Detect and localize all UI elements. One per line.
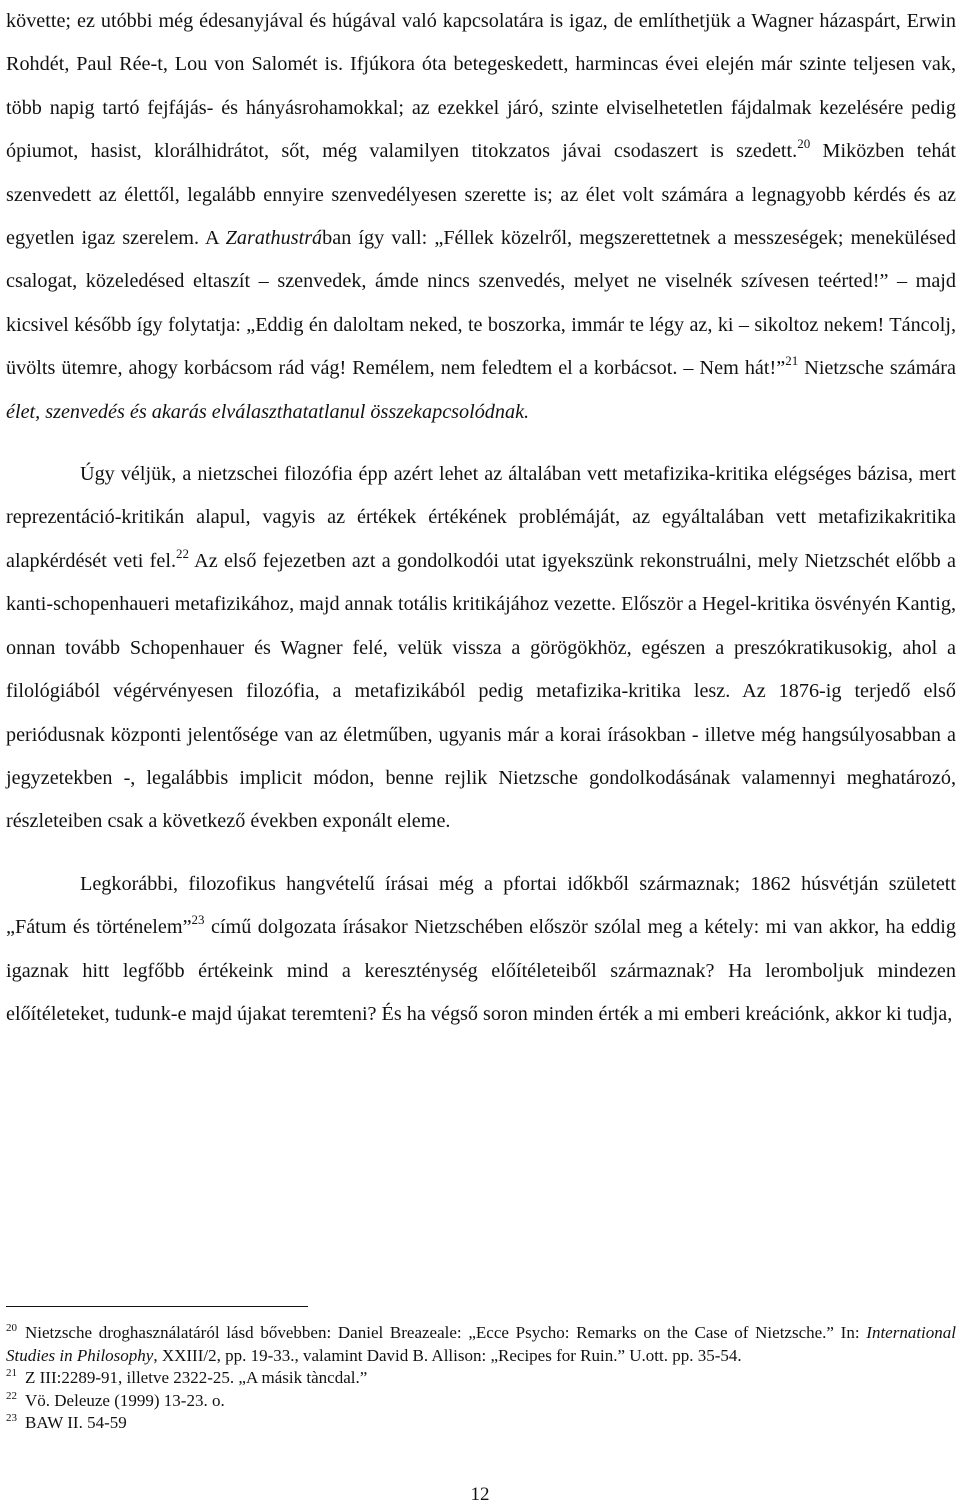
text-run: követte; ez utóbbi még édesanyjával és húgával való kapcsolatára is igaz, de említhetjük a Wagner házaspárt, Erwin Rohdét, Paul Rée-t, Lou von Salomét is. Ifjúkora óta betegeskedett, harmincas évei elején már szinte teljesen vak, több napig tartó fejfájás- és hányásrohamokkal; az ezekkel járó, szinte elviselhetetlen fájdalmak kezelésére pedig ópiumot, hasist, klorálhidrátot, sőt, még valamilyen titokzatos jávai csodaszert is szedett. [6,10,956,163]
text-run: Miközben tehát szenvedett az élettől, legalább ennyire szenvedélyesen szerette is; az élet volt számára a legnagyobb kérdés és az egyetlen igaz szerelem. A [6,140,956,250]
paragraph [6,0,956,434]
footnote-number: 23 [6,1412,17,1424]
paragraph [6,453,956,844]
footnote [6,1367,956,1390]
text-run: ban így vall: „Féllek közelről, megszerettetnek a messzeségek; menekülésed csalogat, közeledésed eltaszít – szenvedek, ámde nincs szenvedés, melyet ne viselnék szívesen teérted!” – majd kicsivel később így folytatja: „Eddig én daloltam neked, te boszorka, immár te légy az, ki – sikoltoz nekem! Táncolj, üvölts ütemre, ahogy korbácsom rád vág! Remélem, nem feledtem el a korbácsot. – Nem hát!” [6,227,956,380]
text-run: Az első fejezetben azt a gondolkodói utat igyekszünk rekonstruálni, mely Nietzschét előbb a kanti-schopenhaueri metafizikához, majd annak totális kritikájához vezette. Először a Hegel-kritika ösvényén Kantig, onnan tovább Schopenhauer és Wagner felé, velük vissza a görögökhöz, egészen a preszókratikusokig, ahol a filológiából végérvényesen filozófia, a metafizikából pedig metafizika-kritika lesz. Az 1876-ig terjedő első periódusnak központi jelentősége van az életműben, ugyanis már a korai írásokban - illetve még hangsúlyosabban a jegyzetekben -, legalábbis implicit módon, benne rejlik Nietzsche gondolkodásának valamennyi meghatározó, részleteiben csak a következő években exponált eleme. [6,549,956,833]
italic-text: élet, szenvedés és akarás elválaszthatatlanul összekapcsolódnak. [6,400,530,423]
footnote-reference: 23 [191,912,205,928]
text-run: Vö. Deleuze (1999) 13-23. o. [25,1390,225,1410]
footnote [6,1322,956,1367]
footnote-separator [6,1306,308,1307]
text-run: Legkorábbi, filozofikus hangvételű írásai még a pfortai időkből származnak; 1862 húsvétján született „Fátum és történelem” [6,872,956,939]
text-run: Nietzsche droghasználatáról lásd bővebben: Daniel Breazeale: „Ecce Psycho: Remarks on the Case of Nietzsche.” In: [25,1323,867,1342]
footnotes [6,1322,956,1435]
footnote-reference: 22 [176,545,190,561]
footnote-number: 20 [6,1322,17,1334]
body-text [6,0,956,1036]
paragraph [6,863,956,1037]
italic-text: Zarathustrá [225,227,323,250]
footnote-number: 21 [6,1367,17,1379]
text-run: Úgy véljük, a nietzschei filozófia épp azért lehet az általában vett metafizika-kritika elégséges bázisa, mert reprezentáció-kritikán alapul, vagyis az értékek értékének problémáját, az egyáltalában vett metafizikakritika alapkérdését veti fel. [6,463,956,572]
text-run: Nietzsche számára [798,357,956,380]
text-run: Z III:2289-91, illetve 2322-25. „A másik tàncdal.” [25,1368,368,1387]
footnote [6,1390,956,1413]
text-run: , XXIII/2, pp. 19-33., valamint David B. Allison: „Recipes for Ruin.” U.ott. pp. 35-54. [153,1345,742,1365]
footnote-reference: 21 [785,353,799,369]
italic-text: International Studies in Philosophy [6,1323,956,1365]
footnote-number: 22 [6,1389,17,1402]
text-run: BAW II. 54-59 [25,1413,127,1432]
text-run: című dolgozata írásakor Nietzschében először szólal meg a kétely: mi van akkor, ha eddig igaznak hitt legfőbb értékeink mind a kereszténység előítéleteiből származnak? Ha leromboljuk mindezen előítéleteket, tudunk-e majd újakat teremteni? És ha végső soron minden érték a mi emberi kreációnk, akkor ki tudja, [6,916,956,1025]
footnote [6,1412,956,1435]
page-number: 12 [470,1484,490,1505]
footnote-reference: 20 [797,136,811,152]
